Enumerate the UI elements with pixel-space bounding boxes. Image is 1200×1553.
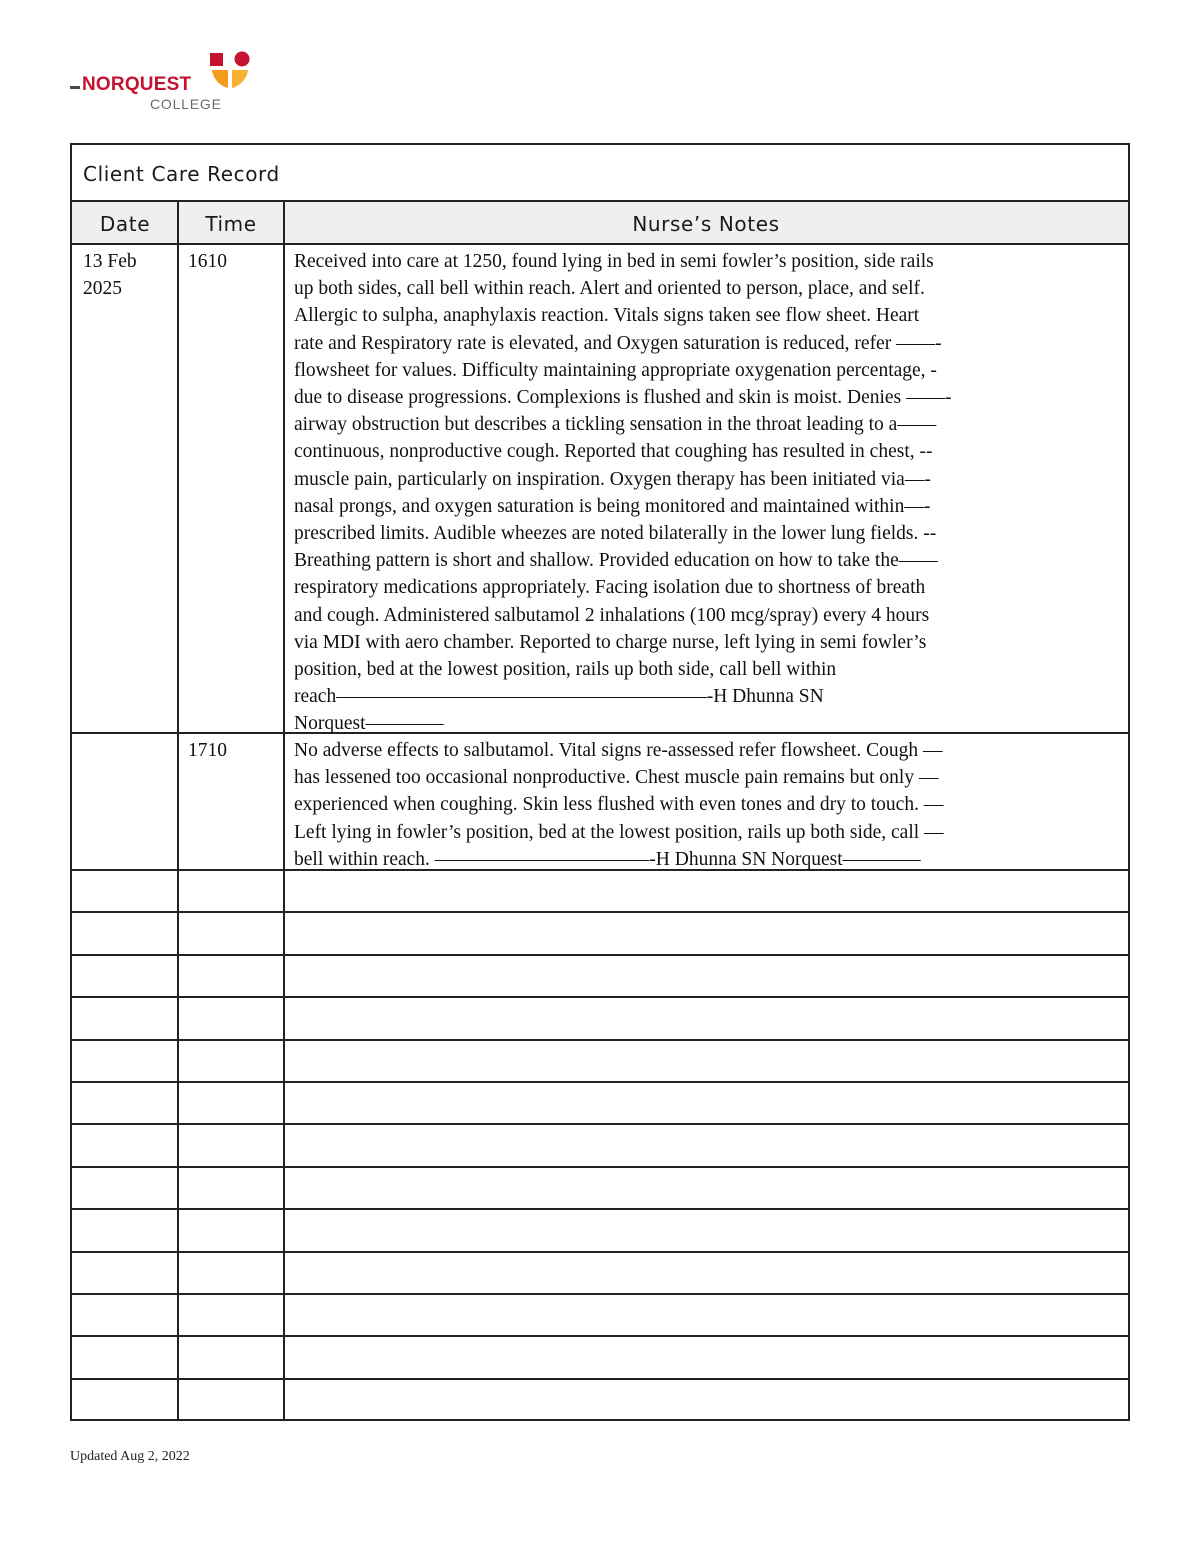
note-line: via MDI with aero chamber. Reported to charge nurse, left lying in semi fowler’s: [294, 631, 927, 653]
note-line: muscle pain, particularly on inspiration. Oxygen therapy has been initiated via—-: [294, 468, 931, 490]
entry-date-line: 13 Feb: [83, 251, 137, 272]
note-line: airway obstruction but describes a tickling sensation in the throat leading to a——: [294, 414, 937, 436]
logo-dash: [70, 86, 80, 89]
note-line: experienced when coughing. Skin less flushed with even tones and dry to touch. —: [294, 794, 944, 816]
note-line: up both sides, call bell within reach. Alert and oriented to person, place, and self.: [294, 278, 925, 300]
empty-table-row: [72, 1210, 1128, 1252]
empty-table-row: [72, 998, 1128, 1040]
note-line: bell within reach. ———————————-H Dhunna SN Norquest————: [294, 848, 921, 870]
logo-subtitle: COLLEGE: [150, 96, 222, 112]
note-line: position, bed at the lowest position, rails up both side, call bell within: [294, 659, 837, 681]
entry-date: [83, 734, 173, 737]
empty-table-row: [72, 1253, 1128, 1295]
note-line: and cough. Administered salbutamol 2 inhalations (100 mcg/spray) every 4 hours: [294, 604, 930, 626]
note-line: due to disease progressions. Complexions is flushed and skin is moist. Denies ——-: [294, 387, 952, 409]
empty-table-row: [72, 1337, 1128, 1379]
table-row: [72, 245, 1128, 734]
note-line: Left lying in fowler’s position, bed at the lowest position, rails up both side, call —: [294, 821, 944, 843]
entry-date: [83, 245, 173, 302]
entry-time: 1710: [188, 740, 227, 761]
table-title: Client Care Record: [83, 162, 280, 186]
note-line: Norquest————: [294, 713, 444, 735]
empty-table-row: [72, 956, 1128, 998]
logo-mark-icon: [208, 50, 252, 96]
note-line: reach———————————————————-H Dhunna SN: [294, 686, 824, 708]
table-header-row: [72, 202, 1128, 245]
blank-rows: [72, 871, 1128, 1419]
note-line: Breathing pattern is short and shallow. Provided education on how to take the——: [294, 550, 938, 572]
header-nurses-notes: Nurse’s Notes: [632, 212, 780, 236]
empty-table-row: [72, 1083, 1128, 1125]
note-line: Allergic to sulpha, anaphylaxis reaction. Vitals signs taken see flow sheet. Heart: [294, 305, 920, 327]
table-row: [72, 734, 1128, 871]
note-line: rate and Respiratory rate is elevated, and Oxygen saturation is reduced, refer ——-: [294, 332, 942, 354]
client-care-record-table: [70, 143, 1130, 1421]
empty-table-row: [72, 1168, 1128, 1210]
empty-table-row: [72, 913, 1128, 955]
header-time: Time: [205, 212, 257, 236]
note-line: continuous, nonproductive cough. Reported that coughing has resulted in chest, --: [294, 441, 933, 463]
norquest-college-logo: [68, 50, 258, 116]
note-line: has lessened too occasional nonproductive. Chest muscle pain remains but only —: [294, 767, 939, 789]
note-line: No adverse effects to salbutamol. Vital signs re-assessed refer flowsheet. Cough —: [294, 740, 943, 761]
entry-notes: [294, 245, 1124, 738]
empty-table-row: [72, 871, 1128, 913]
note-line: respiratory medications appropriately. Facing isolation due to shortness of breath: [294, 577, 926, 599]
logo-wordmark: NORQUEST: [82, 74, 192, 95]
table-title-row: [72, 145, 1128, 202]
note-line: flowsheet for values. Difficulty maintaining appropriate oxygenation percentage, -: [294, 359, 937, 381]
entry-time: 1610: [188, 251, 227, 272]
empty-table-row: [72, 1295, 1128, 1337]
header-date: Date: [99, 212, 151, 236]
note-line: prescribed limits. Audible wheezes are noted bilaterally in the lower lung fields. --: [294, 523, 937, 545]
empty-table-row: [72, 1125, 1128, 1167]
entry-date-line: 2025: [83, 278, 122, 300]
updated-footer: Updated Aug 2, 2022: [70, 1449, 190, 1464]
empty-table-row: [72, 1380, 1128, 1422]
note-line: nasal prongs, and oxygen saturation is being monitored and maintained within—-: [294, 495, 931, 517]
note-line: Received into care at 1250, found lying in bed in semi fowler’s position, side rails: [294, 251, 934, 272]
entry-notes: [294, 734, 1124, 873]
empty-table-row: [72, 1041, 1128, 1083]
